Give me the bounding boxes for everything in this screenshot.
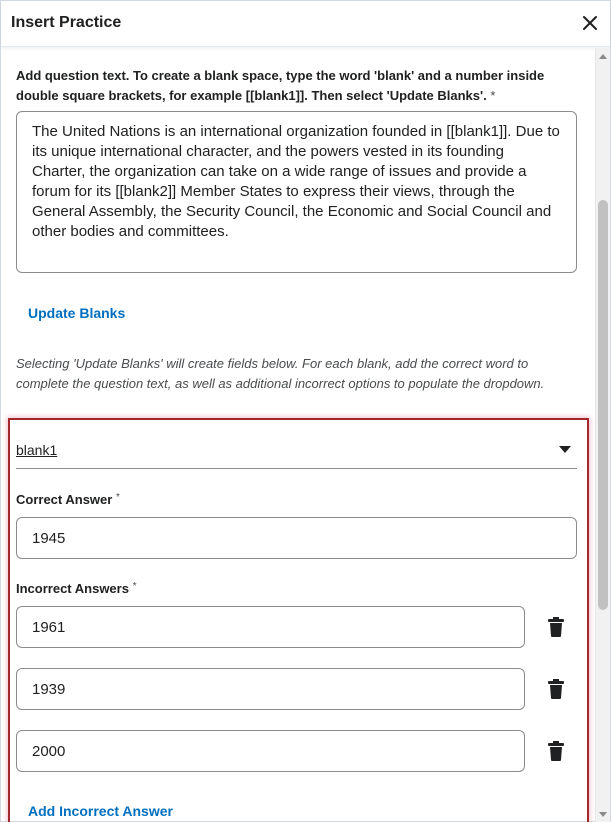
incorrect-answers-label-text: Incorrect Answers (16, 581, 129, 596)
incorrect-answer-input-1[interactable] (16, 606, 525, 648)
chevron-down-icon (559, 446, 571, 453)
required-marker: * (490, 88, 496, 103)
required-marker: * (132, 581, 137, 592)
trash-icon[interactable] (548, 679, 564, 699)
vertical-scrollbar[interactable] (595, 48, 610, 822)
incorrect-answer-input-3[interactable] (16, 730, 525, 772)
close-button[interactable] (580, 13, 600, 33)
blank-select-dropdown[interactable] (16, 433, 577, 469)
required-marker: * (115, 492, 120, 503)
dialog-header (1, 1, 610, 47)
correct-answer-input[interactable] (16, 517, 577, 559)
close-icon (580, 13, 600, 33)
trash-icon[interactable] (548, 617, 564, 637)
update-blanks-button[interactable]: Update Blanks (28, 305, 126, 321)
question-instructions (16, 66, 576, 106)
scroll-down-icon[interactable] (599, 812, 607, 817)
scroll-up-icon[interactable] (599, 54, 607, 59)
question-text-input[interactable]: The United Nations is an international organization founded in [[blank1]]. Due to its unique international character, and the powers vested in its founding Charter, the organization can take on a wide range of issues and provide a forum for its [[blank2]] Member States to express their views, through the General Assembly, the Security Council, the Economic and Social Council and other bodies and committees. (16, 111, 577, 273)
add-incorrect-answer-button[interactable]: Add Incorrect Answer (28, 803, 173, 819)
incorrect-answer-input-2[interactable] (16, 668, 525, 710)
scrollbar-thumb[interactable] (598, 200, 608, 610)
correct-answer-label (16, 492, 120, 507)
blank-select-value: blank1 (16, 442, 58, 458)
helper-text: Selecting 'Update Blanks' will create fields below. For each blank, add the correct word to complete the question text, as well as additional incorrect options to populate the dropdown. (16, 356, 545, 391)
dialog-title: Insert Practice (11, 14, 122, 31)
incorrect-answers-label (16, 581, 136, 596)
correct-answer-label-text: Correct Answer (16, 492, 113, 507)
dialog-body (1, 48, 596, 822)
instructions-text: Add question text. To create a blank space, type the word 'blank' and a number inside double square brackets, for example [[blank1]]. Then select 'Update Blanks'. (16, 68, 545, 103)
trash-icon[interactable] (548, 741, 564, 761)
